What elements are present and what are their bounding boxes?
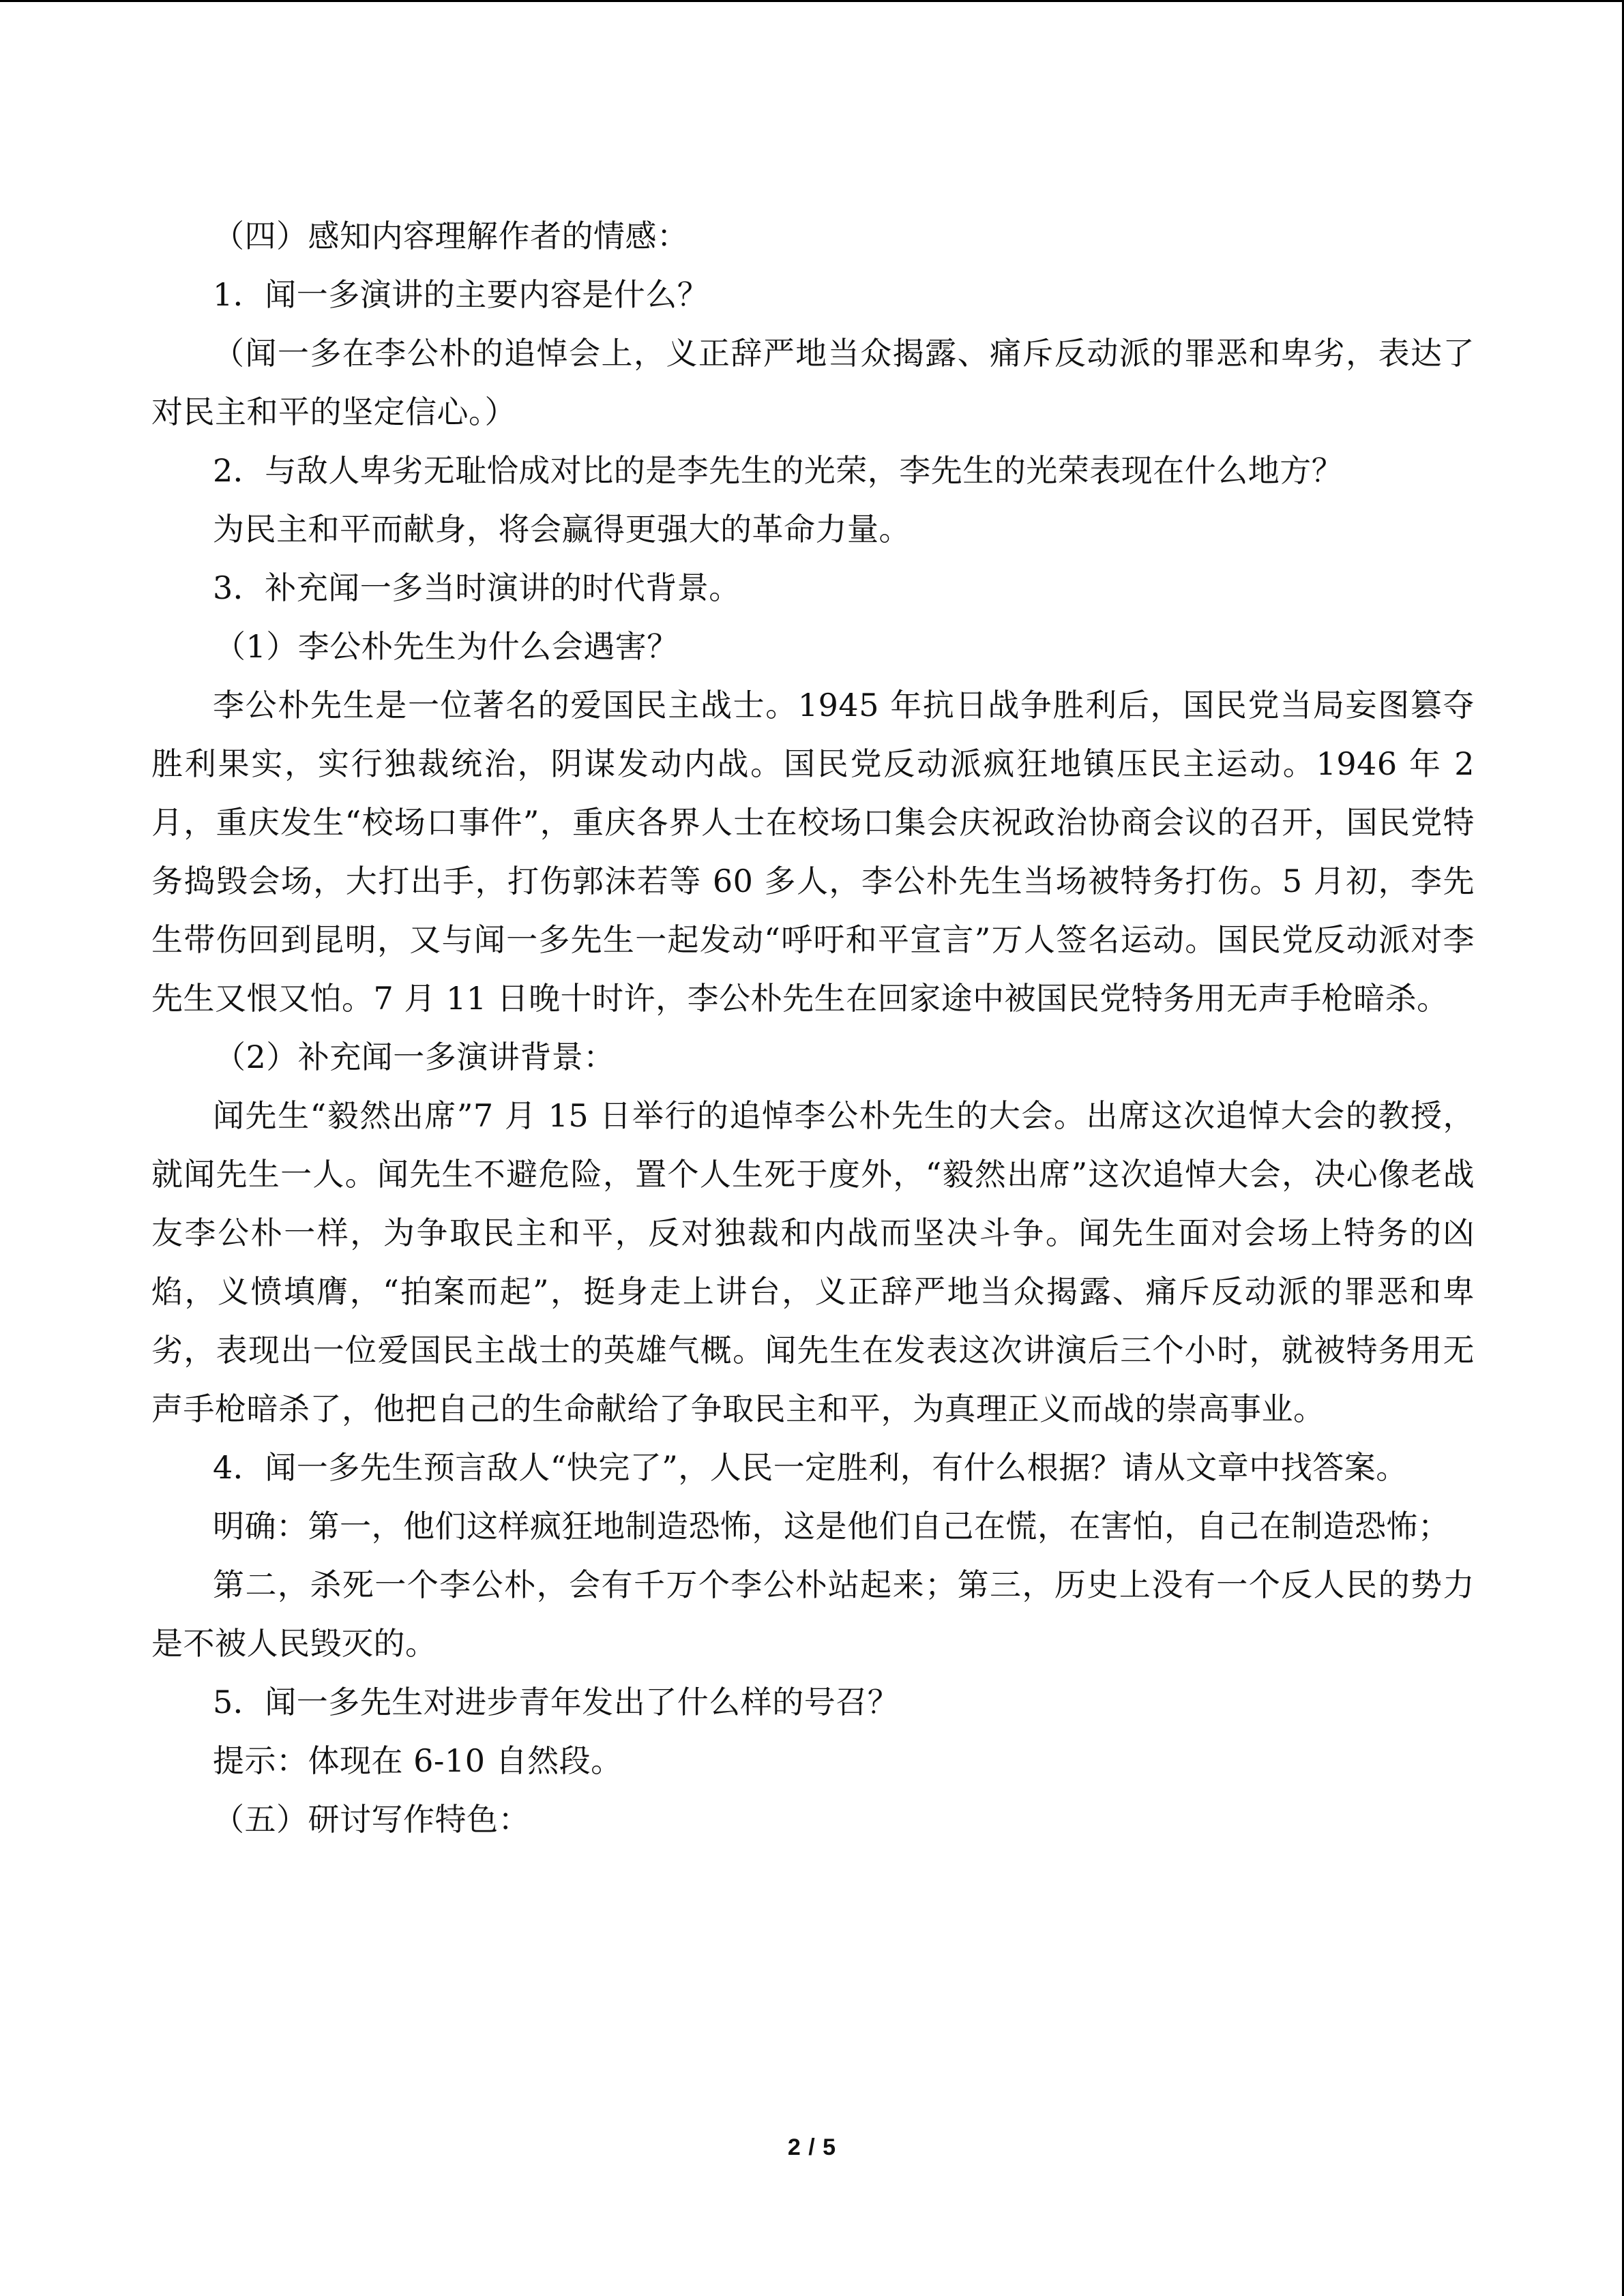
section-heading-4: （四）感知内容理解作者的情感： <box>213 218 689 254</box>
question-1: 1．闻一多演讲的主要内容是什么？ <box>213 276 709 313</box>
answer-1: （闻一多在李公朴的追悼会上，义正辞严地当众揭露、痛斥反动派的罪恶和卑劣，表达了对民主和平的坚定信心。） <box>151 335 1475 430</box>
answer-4-part-1: 明确：第一，他们这样疯狂地制造恐怖，这是他们自己在慌，在害怕，自己在制造恐怖； <box>213 1508 1450 1545</box>
question-4: 4．闻一多先生预言敌人“快完了”，人民一定胜利，有什么根据？请从文章中找答案。 <box>213 1449 1408 1486</box>
sub-question-3-1: （1）李公朴先生为什么会遇害？ <box>214 628 679 665</box>
hint-5: 提示：体现在 6-10 自然段。 <box>213 1742 623 1779</box>
section-heading-5: （五）研讨写作特色： <box>213 1801 530 1838</box>
question-5: 5．闻一多先生对进步青年发出了什么样的号召？ <box>213 1684 900 1720</box>
document-body <box>151 207 1475 1849</box>
answer-2: 为民主和平而献身，将会赢得更强大的革命力量。 <box>213 511 911 548</box>
question-2: 2．与敌人卑劣无耻恰成对比的是李先生的光荣，李先生的光荣表现在什么地方？ <box>213 452 1344 489</box>
question-3: 3．补充闻一多当时演讲的时代背景。 <box>213 569 741 606</box>
background-li-gongpu: 李公朴先生是一位著名的爱国民主战士。1945 年抗日战争胜利后，国民党当局妄图篡夺胜利果实，实行独裁统治，阴谋发动内战。国民党反动派疯狂地镇压民主运动。1946 年 2 月，重庆发生“校场口事件”，重庆各界人士在校场口集会庆祝政治协商会议的召开，国民党特务捣毁会场，大打出手，打伤郭沫若等 60 多人，李公朴先生当场被特务打伤。5 月初，李先生带伤回到昆明，又与闻一多先生一起发动“呼吁和平宣言”万人签名运动。国民党反动派对李先生又恨又怕。7 月 11 日晚十时许，李公朴先生在回家途中被国民党特务用无声手枪暗杀。 <box>151 687 1475 1017</box>
answer-4-part-2: 第二，杀死一个李公朴，会有千万个李公朴站起来；第三，历史上没有一个反人民的势力是不被人民毁灭的。 <box>151 1566 1475 1662</box>
page-number: 2 / 5 <box>787 2134 837 2160</box>
sub-question-3-2: （2）补充闻一多演讲背景： <box>214 1039 615 1075</box>
background-wen-yiduo: 闻先生“毅然出席”7 月 15 日举行的追悼李公朴先生的大会。出席这次追悼大会的教授，就闻先生一人。闻先生不避危险，置个人生死于度外，“毅然出席”这次追悼大会，决心像老战友李公朴一样，为争取民主和平，反对独裁和内战而坚决斗争。闻先生面对会场上特务的凶焰，义愤填膺，“拍案而起”，挺身走上讲台，义正辞严地当众揭露、痛斥反动派的罪恶和卑劣，表现出一位爱国民主战士的英雄气概。闻先生在发表这次讲演后三个小时，就被特务用无声手枪暗杀了，他把自己的生命献给了争取民主和平，为真理正义而战的崇高事业。 <box>151 1097 1475 1427</box>
